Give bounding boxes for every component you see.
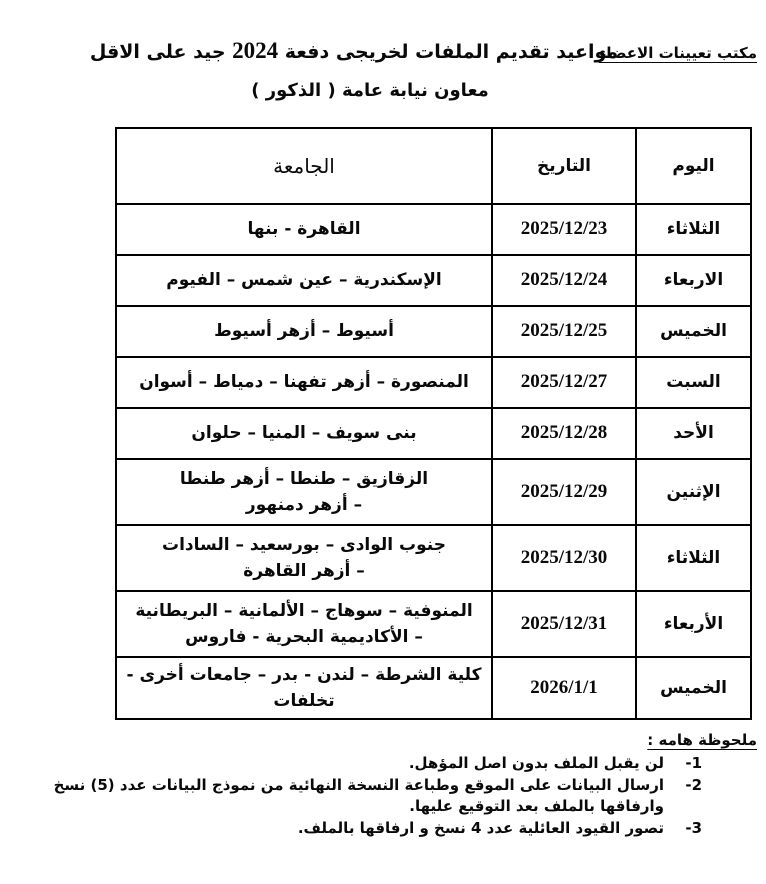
date-cell: 2025/12/28 <box>492 408 636 459</box>
day-cell: الأربعاء <box>636 591 751 657</box>
note-number: 1- <box>685 753 702 772</box>
page-subtitle: معاون نيابة عامة ( الذكور ) <box>251 79 489 101</box>
office-label: مكتب تعيينات الاعضاء <box>598 44 757 62</box>
schedule-table <box>115 127 752 720</box>
day-cell: الخميس <box>636 657 751 719</box>
column-header-date: التاريخ <box>492 128 636 204</box>
note-number: 2- <box>685 775 702 794</box>
table-row <box>116 306 751 357</box>
page-title-suffix: جيد على الاقل <box>89 41 226 63</box>
table-row <box>116 255 751 306</box>
day-cell: الثلاثاء <box>636 204 751 255</box>
page-title-text: مواعيد تقديم الملفات لخريجى دفعة <box>284 41 619 63</box>
date-cell: 2025/12/27 <box>492 357 636 408</box>
university-cell: كلية الشرطة – لندن - بدر – جامعات أخرى - تخلفات <box>116 657 492 719</box>
date-cell: 2025/12/29 <box>492 459 636 525</box>
note-number: 3- <box>685 819 702 838</box>
university-cell: الإسكندرية – عين شمس – الفيوم <box>116 255 492 306</box>
university-cell: بنى سويف – المنيا – حلوان <box>116 408 492 459</box>
notes-section <box>4 731 757 840</box>
day-cell: الخميس <box>636 306 751 357</box>
table-row <box>116 357 751 408</box>
date-cell: 2025/12/31 <box>492 591 636 657</box>
day-cell: الإثنين <box>636 459 751 525</box>
day-cell: الثلاثاء <box>636 525 751 591</box>
table-row <box>116 459 751 525</box>
date-cell: 2025/12/24 <box>492 255 636 306</box>
table-row <box>116 204 751 255</box>
note-text: لن يقبل الملف بدون اصل المؤهل. <box>408 753 664 772</box>
table-row <box>116 408 751 459</box>
page-title-year: 2024 <box>232 38 279 63</box>
note-item <box>4 753 702 775</box>
table-header-row <box>116 128 751 204</box>
table-row <box>116 591 751 657</box>
column-header-day: اليوم <box>636 128 751 204</box>
date-cell: 2025/12/30 <box>492 525 636 591</box>
university-cell: المنصورة – أزهر تفهنا – دمياط – أسوان <box>116 357 492 408</box>
date-cell: 2025/12/25 <box>492 306 636 357</box>
day-cell: الأحد <box>636 408 751 459</box>
university-cell: الزقازيق – طنطا – أزهر طنطا – أزهر دمنهور <box>116 459 492 525</box>
note-item <box>4 818 702 840</box>
day-cell: الاربعاء <box>636 255 751 306</box>
notes-heading: ملحوظة هامه : <box>647 730 757 749</box>
column-header-university: الجامعة <box>116 128 492 204</box>
university-cell: جنوب الوادى – بورسعيد – السادات – أزهر القاهرة <box>116 525 492 591</box>
note-item <box>4 775 702 819</box>
table-row <box>116 525 751 591</box>
table-row <box>116 657 751 719</box>
date-cell: 2025/12/23 <box>492 204 636 255</box>
note-text: تصور القيود العائلية عدد 4 نسخ و ارفاقها بالملف. <box>297 819 664 838</box>
date-cell: 2026/1/1 <box>492 657 636 719</box>
day-cell: السبت <box>636 357 751 408</box>
university-cell: أسيوط – أزهر أسيوط <box>116 306 492 357</box>
university-cell: القاهرة - بنها <box>116 204 492 255</box>
note-text: ارسال البيانات على الموقع وطباعة النسخة النهائية من نموذج البيانات عدد (5) نسخ وارفاقها بالملف بعد التوقيع عليها. <box>53 775 664 816</box>
notes-list <box>4 753 702 840</box>
university-cell: المنوفية – سوهاج – الألمانية – البريطانية – الأكاديمية البحرية - فاروس <box>116 591 492 657</box>
